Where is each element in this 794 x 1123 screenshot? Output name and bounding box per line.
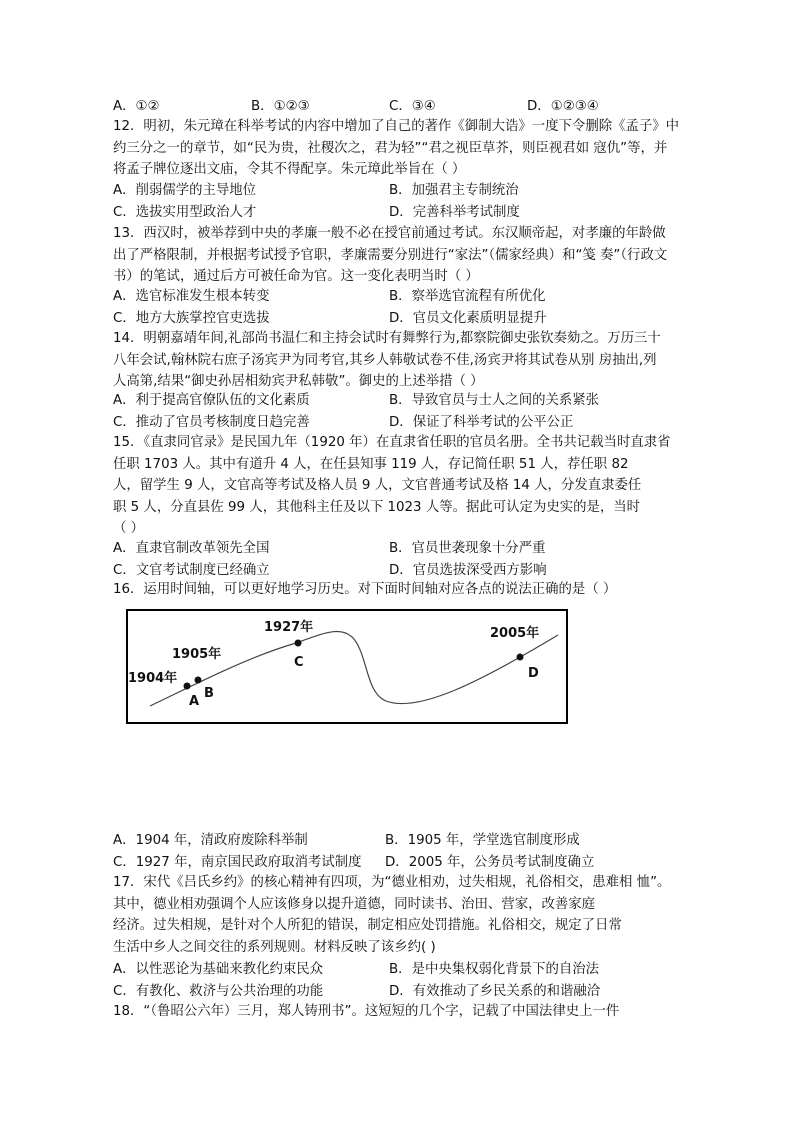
timeline-point-c <box>295 640 302 647</box>
q11-option-d: D．①②③④ <box>527 99 599 114</box>
q12-option-a: A．削弱儒学的主导地位 <box>113 183 257 198</box>
q14-line-3: 人高第,结果“御史孙居相劾宾尹私韩敬”。御史的上述举措（ ） <box>113 374 484 389</box>
q12-line-1: 12．明初，朱元璋在科举考试的内容中增加了自己的著作《御制大诰》一度下令删除《孟子》中 <box>113 119 680 134</box>
q11-option-a: A．①② <box>113 99 160 114</box>
q17-line-4: 生活中乡人之间交往的系列规则。材料反映了该乡约( ) <box>113 939 436 955</box>
timeline-svg <box>128 611 570 726</box>
q11-option-c: C．③④ <box>389 99 436 114</box>
q14-line-2: 八年会试,翰林院右庶子汤宾尹为同考官,其乡人韩敬试卷不佳,汤宾尹将其试卷从别 房抽出,列 <box>113 352 657 368</box>
q12-option-c: C．选拔实用型政治人才 <box>113 204 257 220</box>
q17-line-2: 其中，德业相劝强调个人应该修身以提升道德，同时读书、治田、营家，改善家庭 <box>113 896 596 912</box>
timeline-label-a: A <box>189 694 200 709</box>
q17-line-3: 经济。过失相规，是针对个人所犯的错误，制定相应处罚措施。礼俗相交，规定了日常 <box>113 918 622 933</box>
q17-option-d: D．有效推动了乡民关系的和谐融洽 <box>389 983 601 999</box>
q16-option-a: A．1904 年，清政府废除科举制 <box>113 833 308 848</box>
q15-line-2: 任职 1703 人。其中有道升 4 人，在任县知事 119 人，存记简任职 51 人，荐任职 82 <box>113 456 629 472</box>
q16-line-1: 16．运用时间轴，可以更好地学习历史。对下面时间轴对应各点的说法正确的是（ ） <box>113 582 617 597</box>
timeline-year-1927: 1927年 <box>264 620 314 635</box>
q12-line-3: 将孟子牌位逐出文庙，令其不得配享。朱元璋此举旨在（ ） <box>113 162 466 177</box>
q12-line-2: 约三分之一的章节，如“民为贵，社稷次之，君为轻”“君之视臣草芥，则臣视君如 寇仇”等，并 <box>113 140 668 156</box>
q18-line-1: 18．“（鲁昭公六年）三月，郑人铸刑书”。这短短的几个字，记载了中国法律史上一件 <box>113 1004 620 1019</box>
timeline-label-c: C <box>294 655 304 670</box>
q15-option-b: B．官员世袭现象十分严重 <box>389 541 546 556</box>
q12-option-b: B．加强君主专制统治 <box>389 183 519 198</box>
question-12 <box>113 116 693 181</box>
timeline-figure <box>126 609 568 724</box>
q11-option-b: B．①②③ <box>251 99 310 114</box>
q12-option-d: D．完善科举考试制度 <box>389 204 520 220</box>
q13-line-1: 13．西汉时，被举荐到中央的孝廉一般不必在授官前通过考试。东汉顺帝起，对孝廉的年龄做 <box>113 226 666 241</box>
timeline-point-d <box>517 654 524 661</box>
q17-option-b: B．是中央集权弱化背景下的自治法 <box>389 962 600 977</box>
q13-option-b: B．察举选官流程有所优化 <box>389 289 546 304</box>
q15-options <box>113 538 693 582</box>
q14-option-d: D．保证了科举考试的公平公正 <box>389 414 574 430</box>
q13-option-c: C．地方大族掌控官吏选拔 <box>113 310 270 326</box>
question-13 <box>113 223 693 288</box>
q13-option-d: D．官员文化素质明显提升 <box>389 310 547 326</box>
q16-options <box>113 830 693 874</box>
question-16 <box>113 579 693 601</box>
question-17 <box>113 872 693 958</box>
q16-option-c: C．1927 年，南京国民政府取消考试制度 <box>113 854 362 870</box>
timeline-year-2005: 2005年 <box>490 626 540 641</box>
q15-option-d: D．官员选拔深受西方影响 <box>389 562 547 578</box>
timeline-point-a <box>184 683 191 690</box>
q14-options <box>113 390 693 434</box>
q16-option-b: B．1905 年，学堂选官制度形成 <box>385 833 580 848</box>
timeline-year-1904: 1904年 <box>128 671 178 686</box>
q13-line-2: 出了严格限制，并根据考试授予官职，孝廉需要分别进行“家法”（儒家经典）和“笺 奏”（行政文 <box>113 247 668 263</box>
q15-line-4: 职 5 人，分直县佐 99 人，其他科主任及以下 1023 人等。据此可认定为史实的是，当时 <box>113 499 641 515</box>
q17-option-c: C．有教化、救济与公共治理的功能 <box>113 983 324 999</box>
q15-option-a: A．直隶官制改革领先全国 <box>113 541 270 556</box>
question-15 <box>113 432 693 540</box>
q17-options <box>113 959 693 1003</box>
q11-options <box>113 95 713 115</box>
q16-option-d: D．2005 年，公务员考试制度确立 <box>385 854 595 870</box>
q14-option-b: B．导致官员与士人之间的关系紧张 <box>389 393 600 408</box>
q15-line-5: （ ） <box>113 521 145 536</box>
q13-line-3: 书）的笔试，通过后方可被任命为官。这一变化表明当时（ ） <box>113 269 479 284</box>
q13-option-a: A．选官标准发生根本转变 <box>113 289 270 304</box>
q15-line-1: 15．《直隶同官录》是民国九年（1920 年）在直隶省任职的官员名册。全书共记载当时直隶省 <box>113 435 671 450</box>
question-14 <box>113 328 693 393</box>
timeline-label-d: D <box>528 666 539 681</box>
q15-option-c: C．文官考试制度已经确立 <box>113 562 270 578</box>
question-18 <box>113 1001 693 1023</box>
timeline-year-1905: 1905年 <box>172 647 222 662</box>
q14-option-a: A．利于提高官僚队伍的文化素质 <box>113 393 310 408</box>
q17-option-a: A．以性恶论为基础来教化约束民众 <box>113 962 324 977</box>
q13-options <box>113 286 693 330</box>
timeline-point-b <box>195 677 202 684</box>
q15-line-3: 人，留学生 9 人，文官高等考试及格人员 9 人，文官普通考试及格 14 人，分发直隶委任 <box>113 478 642 493</box>
timeline-label-b: B <box>204 686 214 701</box>
q14-option-c: C．推动了官员考核制度日趋完善 <box>113 414 310 430</box>
q14-line-1: 14．明朝嘉靖年间,礼部尚书温仁和主持会试时有舞弊行为,都察院御史张钦奏劾之。万历三十 <box>113 331 661 346</box>
q12-options <box>113 180 693 224</box>
q17-line-1: 17．宋代《吕氏乡约》的核心精神有四项，为“德业相劝，过失相规，礼俗相交，患难相 恤”。 <box>113 875 671 890</box>
